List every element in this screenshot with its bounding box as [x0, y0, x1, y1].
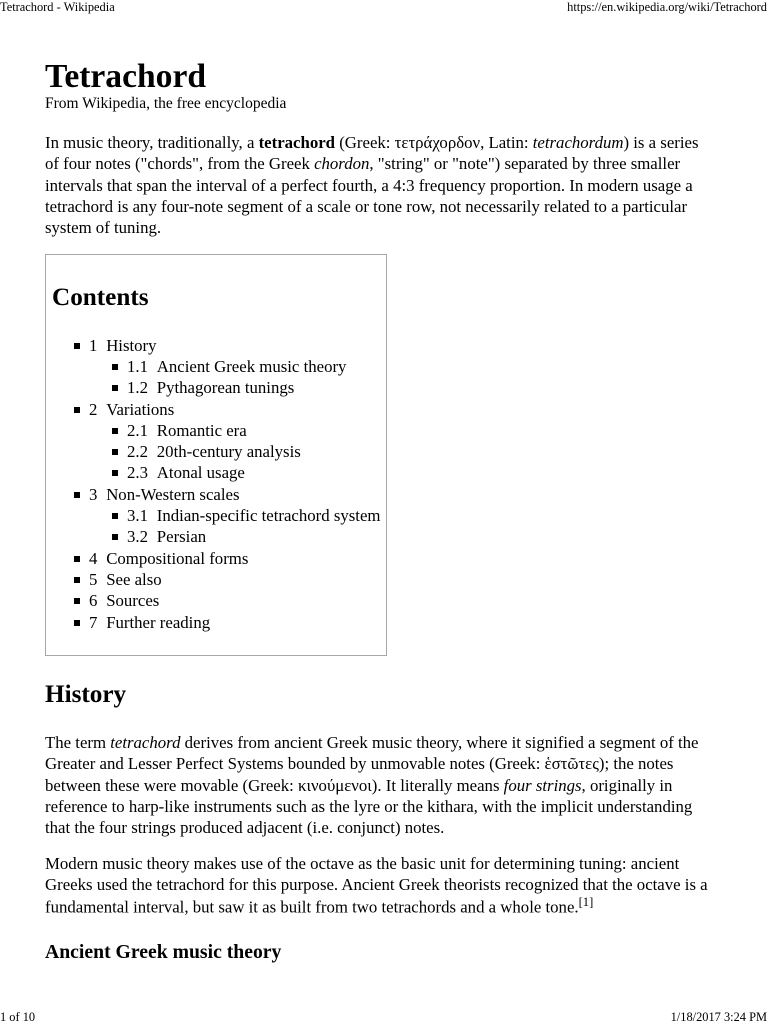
toc-number: 1.2 — [127, 378, 148, 398]
text-run: , "string" or "note") separated by three smaller — [369, 154, 681, 174]
toc-item-indian-specific-tetrachord-system — [89, 505, 380, 526]
citation-link-1[interactable]: [1] — [578, 894, 594, 909]
citation — [579, 895, 594, 909]
toc-number: 2.1 — [127, 420, 148, 440]
history-paragraph-1 — [45, 732, 699, 838]
text-run: reference to harp-like instruments such as the lyre or the kithara, with the implicit understanding — [45, 796, 693, 816]
text-run: tetrachord is any four-note segment of a scale or tone row, not necessarily related to a particular — [45, 196, 688, 216]
toc-link-persian[interactable] — [127, 527, 206, 546]
bullet-icon — [74, 343, 80, 349]
text-run: intervals that span the interval of a perfect fourth, a 4:3 frequency proportion. In modern usage a — [45, 175, 693, 195]
toc-number: 3.1 — [127, 506, 148, 526]
bullet-icon — [74, 407, 80, 413]
toc-sublist — [89, 356, 380, 399]
text-line — [45, 217, 699, 238]
bullet-icon — [74, 577, 80, 583]
bullet-icon — [112, 470, 118, 476]
toc-number: 5 — [89, 569, 98, 589]
toc-link-atonal-usage[interactable] — [127, 463, 245, 482]
toc-text: Atonal usage — [156, 463, 245, 483]
subsection-heading-ancient-greek-music-theory: Ancient Greek music theory — [45, 941, 282, 963]
history-paragraph-2 — [45, 853, 708, 917]
toc-item-persian — [89, 526, 380, 547]
site-subtitle: From Wikipedia, the free encyclopedia — [45, 95, 287, 112]
toc-number: 3 — [89, 484, 98, 504]
text-line — [45, 775, 699, 796]
text-line — [45, 874, 708, 895]
text-run: , originally in — [581, 775, 673, 795]
toc-text: Compositional forms — [106, 548, 249, 568]
toc-item-pythagorean-tunings — [89, 377, 380, 398]
text-run: derives from ancient Greek music theory, where it signified a segment of the — [180, 733, 699, 752]
toc-number: 7 — [89, 612, 98, 632]
toc-number: 6 — [89, 591, 98, 611]
bullet-icon — [74, 598, 80, 604]
section-heading-history: History — [45, 680, 127, 708]
bullet-icon — [112, 385, 118, 391]
text-run: between these were movable (Greek: κινούμενοι). It literally means — [45, 775, 504, 795]
toc-item-sources — [46, 590, 380, 611]
toc-link-sources[interactable] — [89, 591, 159, 610]
bullet-icon — [112, 428, 118, 434]
bullet-icon — [112, 364, 118, 370]
italic-term-chordon: chordon — [314, 154, 370, 174]
text-line — [45, 132, 699, 153]
text-run: of four notes ("chords", from the Greek — [45, 154, 315, 174]
text-line — [45, 817, 699, 838]
toc-text: Persian — [156, 527, 207, 547]
toc-number: 1.1 — [127, 356, 148, 376]
text-line — [45, 153, 699, 174]
text-line — [45, 896, 708, 918]
bold-term-tetrachord: tetrachord — [258, 133, 336, 152]
toc-item-variations — [46, 399, 380, 484]
toc-text: Sources — [106, 591, 160, 611]
print-page-number: 1 of 10 — [0, 1010, 36, 1024]
toc-link-see-also[interactable] — [89, 570, 162, 589]
text-run: that the four strings produced adjacent (i.e. conjunct) notes. — [45, 818, 445, 838]
bullet-icon — [74, 620, 80, 626]
bullet-icon — [74, 556, 80, 562]
text-line — [45, 753, 699, 774]
toc-list — [46, 335, 380, 633]
italic-term-four-strings: four strings — [503, 775, 582, 795]
bullet-icon — [112, 513, 118, 519]
toc-link-compositional-forms[interactable] — [89, 549, 248, 568]
toc-number: 4 — [89, 548, 98, 568]
print-header-url: https://en.wikipedia.org/wiki/Tetrachord — [567, 0, 767, 14]
italic-term-tetrachordum: tetrachordum — [532, 133, 624, 152]
toc-text: History — [106, 335, 157, 355]
toc-text: 20th-century analysis — [156, 442, 301, 462]
text-run: In music theory, traditionally, a — [45, 133, 259, 152]
toc-text: Ancient Greek music theory — [156, 356, 347, 376]
toc-link-variations[interactable] — [89, 400, 174, 419]
text-run: Greater and Lesser Perfect Systems bounded by unmovable notes (Greek: ἑστῶτες); the notes — [45, 754, 674, 774]
text-run: fundamental interval, but saw it as built from two tetrachords and a whole tone. — [45, 897, 579, 917]
toc-link-ancient-greek-music-theory[interactable] — [127, 357, 346, 376]
text-line — [45, 196, 699, 217]
toc-item-see-also — [46, 569, 380, 590]
toc-text: Variations — [106, 399, 175, 419]
toc-item-romantic-era — [89, 420, 380, 441]
toc-title: Contents — [52, 283, 149, 311]
text-line — [45, 853, 708, 874]
toc-link-romantic-era[interactable] — [127, 421, 247, 440]
text-run: Modern music theory makes use of the octave as the basic unit for determining tuning: ancient — [45, 854, 680, 873]
bullet-icon — [74, 492, 80, 498]
bullet-icon — [112, 534, 118, 540]
toc-item-further-reading — [46, 612, 380, 633]
toc-link-history[interactable] — [89, 336, 157, 355]
toc-link-further-reading[interactable] — [89, 613, 210, 632]
toc-link-20th-century-analysis[interactable] — [127, 442, 301, 461]
toc-item-ancient-greek-music-theory — [89, 356, 380, 377]
toc-text: Further reading — [106, 612, 211, 632]
text-line — [45, 175, 699, 196]
toc-number: 2.2 — [127, 442, 148, 462]
toc-item-20th-century-analysis — [89, 441, 380, 462]
toc-sublist — [89, 505, 380, 548]
toc-text: See also — [106, 569, 162, 589]
text-run: The term — [45, 733, 111, 752]
toc-text: Indian-specific tetrachord system — [156, 506, 381, 526]
toc-item-atonal-usage — [89, 462, 380, 483]
text-line — [45, 732, 699, 753]
text-line — [45, 796, 699, 817]
toc-link-pythagorean-tunings[interactable] — [127, 378, 294, 397]
toc-number: 3.2 — [127, 527, 148, 547]
toc-number: 2.3 — [127, 463, 148, 483]
toc-number: 1 — [89, 335, 98, 355]
text-run: Greeks used the tetrachord for this purpose. Ancient Greek theorists recognized that the octave is a — [45, 875, 708, 895]
toc-link-non-western-scales[interactable] — [89, 485, 240, 504]
toc-text: Romantic era — [156, 420, 247, 440]
text-run: system of tuning. — [45, 218, 162, 238]
toc-sublist — [89, 420, 380, 484]
intro-paragraph — [45, 132, 699, 238]
toc-item-compositional-forms — [46, 548, 380, 569]
bullet-icon — [112, 449, 118, 455]
toc-link-indian-specific-tetrachord-system[interactable] — [127, 506, 380, 525]
toc-text: Non-Western scales — [106, 484, 240, 504]
print-header-title: Tetrachord - Wikipedia — [0, 0, 115, 14]
text-run: ) is a series — [623, 133, 699, 152]
table-of-contents — [45, 254, 387, 656]
toc-text: Pythagorean tunings — [156, 378, 295, 398]
italic-term-tetrachord: tetrachord — [110, 733, 181, 752]
toc-item-non-western-scales — [46, 484, 380, 548]
article-title: Tetrachord — [45, 58, 207, 95]
toc-number: 2 — [89, 399, 98, 419]
print-datetime: 1/18/2017 3:24 PM — [670, 1010, 767, 1024]
text-run: (Greek: τετράχορδον, Latin: — [335, 133, 533, 152]
toc-item-history — [46, 335, 380, 399]
